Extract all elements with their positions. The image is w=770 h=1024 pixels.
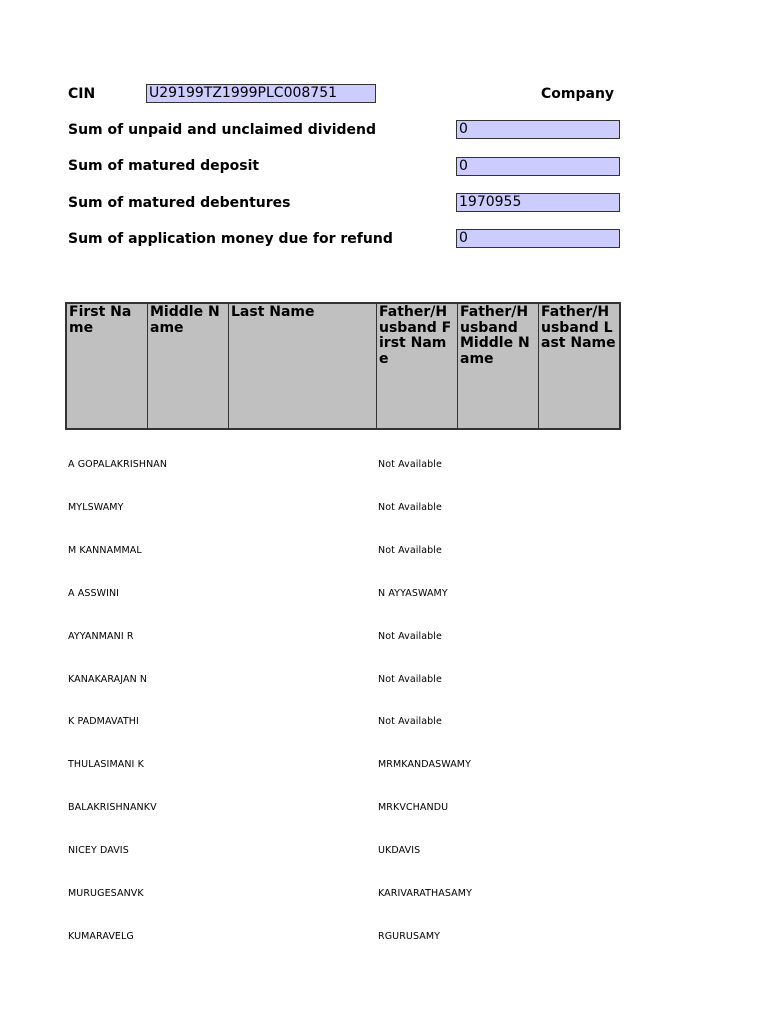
row-7-first-name: K PADMAVATHI [68, 716, 139, 727]
row-11-father-first-name: KARIVARATHASAMY [378, 888, 472, 899]
sum-application-money-field[interactable]: 0 [456, 229, 620, 248]
sum-matured-debentures-label: Sum of matured debentures [68, 195, 291, 211]
row-9-father-first-name: MRKVCHANDU [378, 802, 449, 813]
row-3-first-name: M KANNAMMAL [68, 545, 142, 556]
row-8-father-first-name: MRMKANDASWAMY [378, 759, 472, 770]
row-6-father-first-name: Not Available [378, 674, 442, 685]
column-header-last-name: Last Name [229, 304, 377, 428]
row-10-first-name: NICEY DAVIS [68, 845, 129, 856]
sum-unpaid-dividend-field[interactable]: 0 [456, 120, 620, 139]
sum-matured-deposit-field[interactable]: 0 [456, 157, 620, 176]
row-1-father-first-name: Not Available [378, 459, 442, 470]
table-header [65, 302, 621, 430]
sum-matured-debentures-field[interactable]: 1970955 [456, 193, 620, 212]
row-7-father-first-name: Not Available [378, 716, 442, 727]
column-header-first-name: First Name [67, 304, 148, 428]
row-10-father-first-name: UKDAVIS [378, 845, 421, 856]
column-header-father-last-name: Father/Husband Last Name [541, 304, 616, 351]
row-6-first-name: KANAKARAJAN N [68, 674, 148, 685]
row-4-father-first-name: N AYYASWAMY [378, 588, 448, 599]
row-5-first-name: AYYANMANI R [68, 631, 134, 642]
column-header-father-first-name: Father/Husband First Name [377, 304, 458, 428]
row-3-father-first-name: Not Available [378, 545, 442, 556]
row-11-first-name: MURUGESANVK [68, 888, 144, 899]
column-header-middle-name: Middle Name [148, 304, 229, 428]
sum-application-money-label: Sum of application money due for refund [68, 231, 393, 247]
row-12-father-first-name: RGURUSAMY [378, 931, 441, 942]
sum-unpaid-dividend-label: Sum of unpaid and unclaimed dividend [68, 122, 377, 138]
row-2-first-name: MYLSWAMY [68, 502, 124, 513]
row-1-first-name: A GOPALAKRISHNAN [68, 459, 168, 470]
row-12-first-name: KUMARAVELG [68, 931, 134, 942]
sum-matured-deposit-label: Sum of matured deposit [68, 158, 260, 174]
row-5-father-first-name: Not Available [378, 631, 442, 642]
company-label: Company [541, 86, 615, 102]
row-8-first-name: THULASIMANI K [68, 759, 144, 770]
row-9-first-name: BALAKRISHNANKV [68, 802, 157, 813]
cin-label: CIN [68, 86, 96, 102]
row-4-first-name: A ASSWINI [68, 588, 120, 599]
cin-field[interactable]: U29199TZ1999PLC008751 [146, 84, 376, 103]
column-header-father-middle-name: Father/Husband Middle Name [458, 304, 539, 428]
row-2-father-first-name: Not Available [378, 502, 442, 513]
